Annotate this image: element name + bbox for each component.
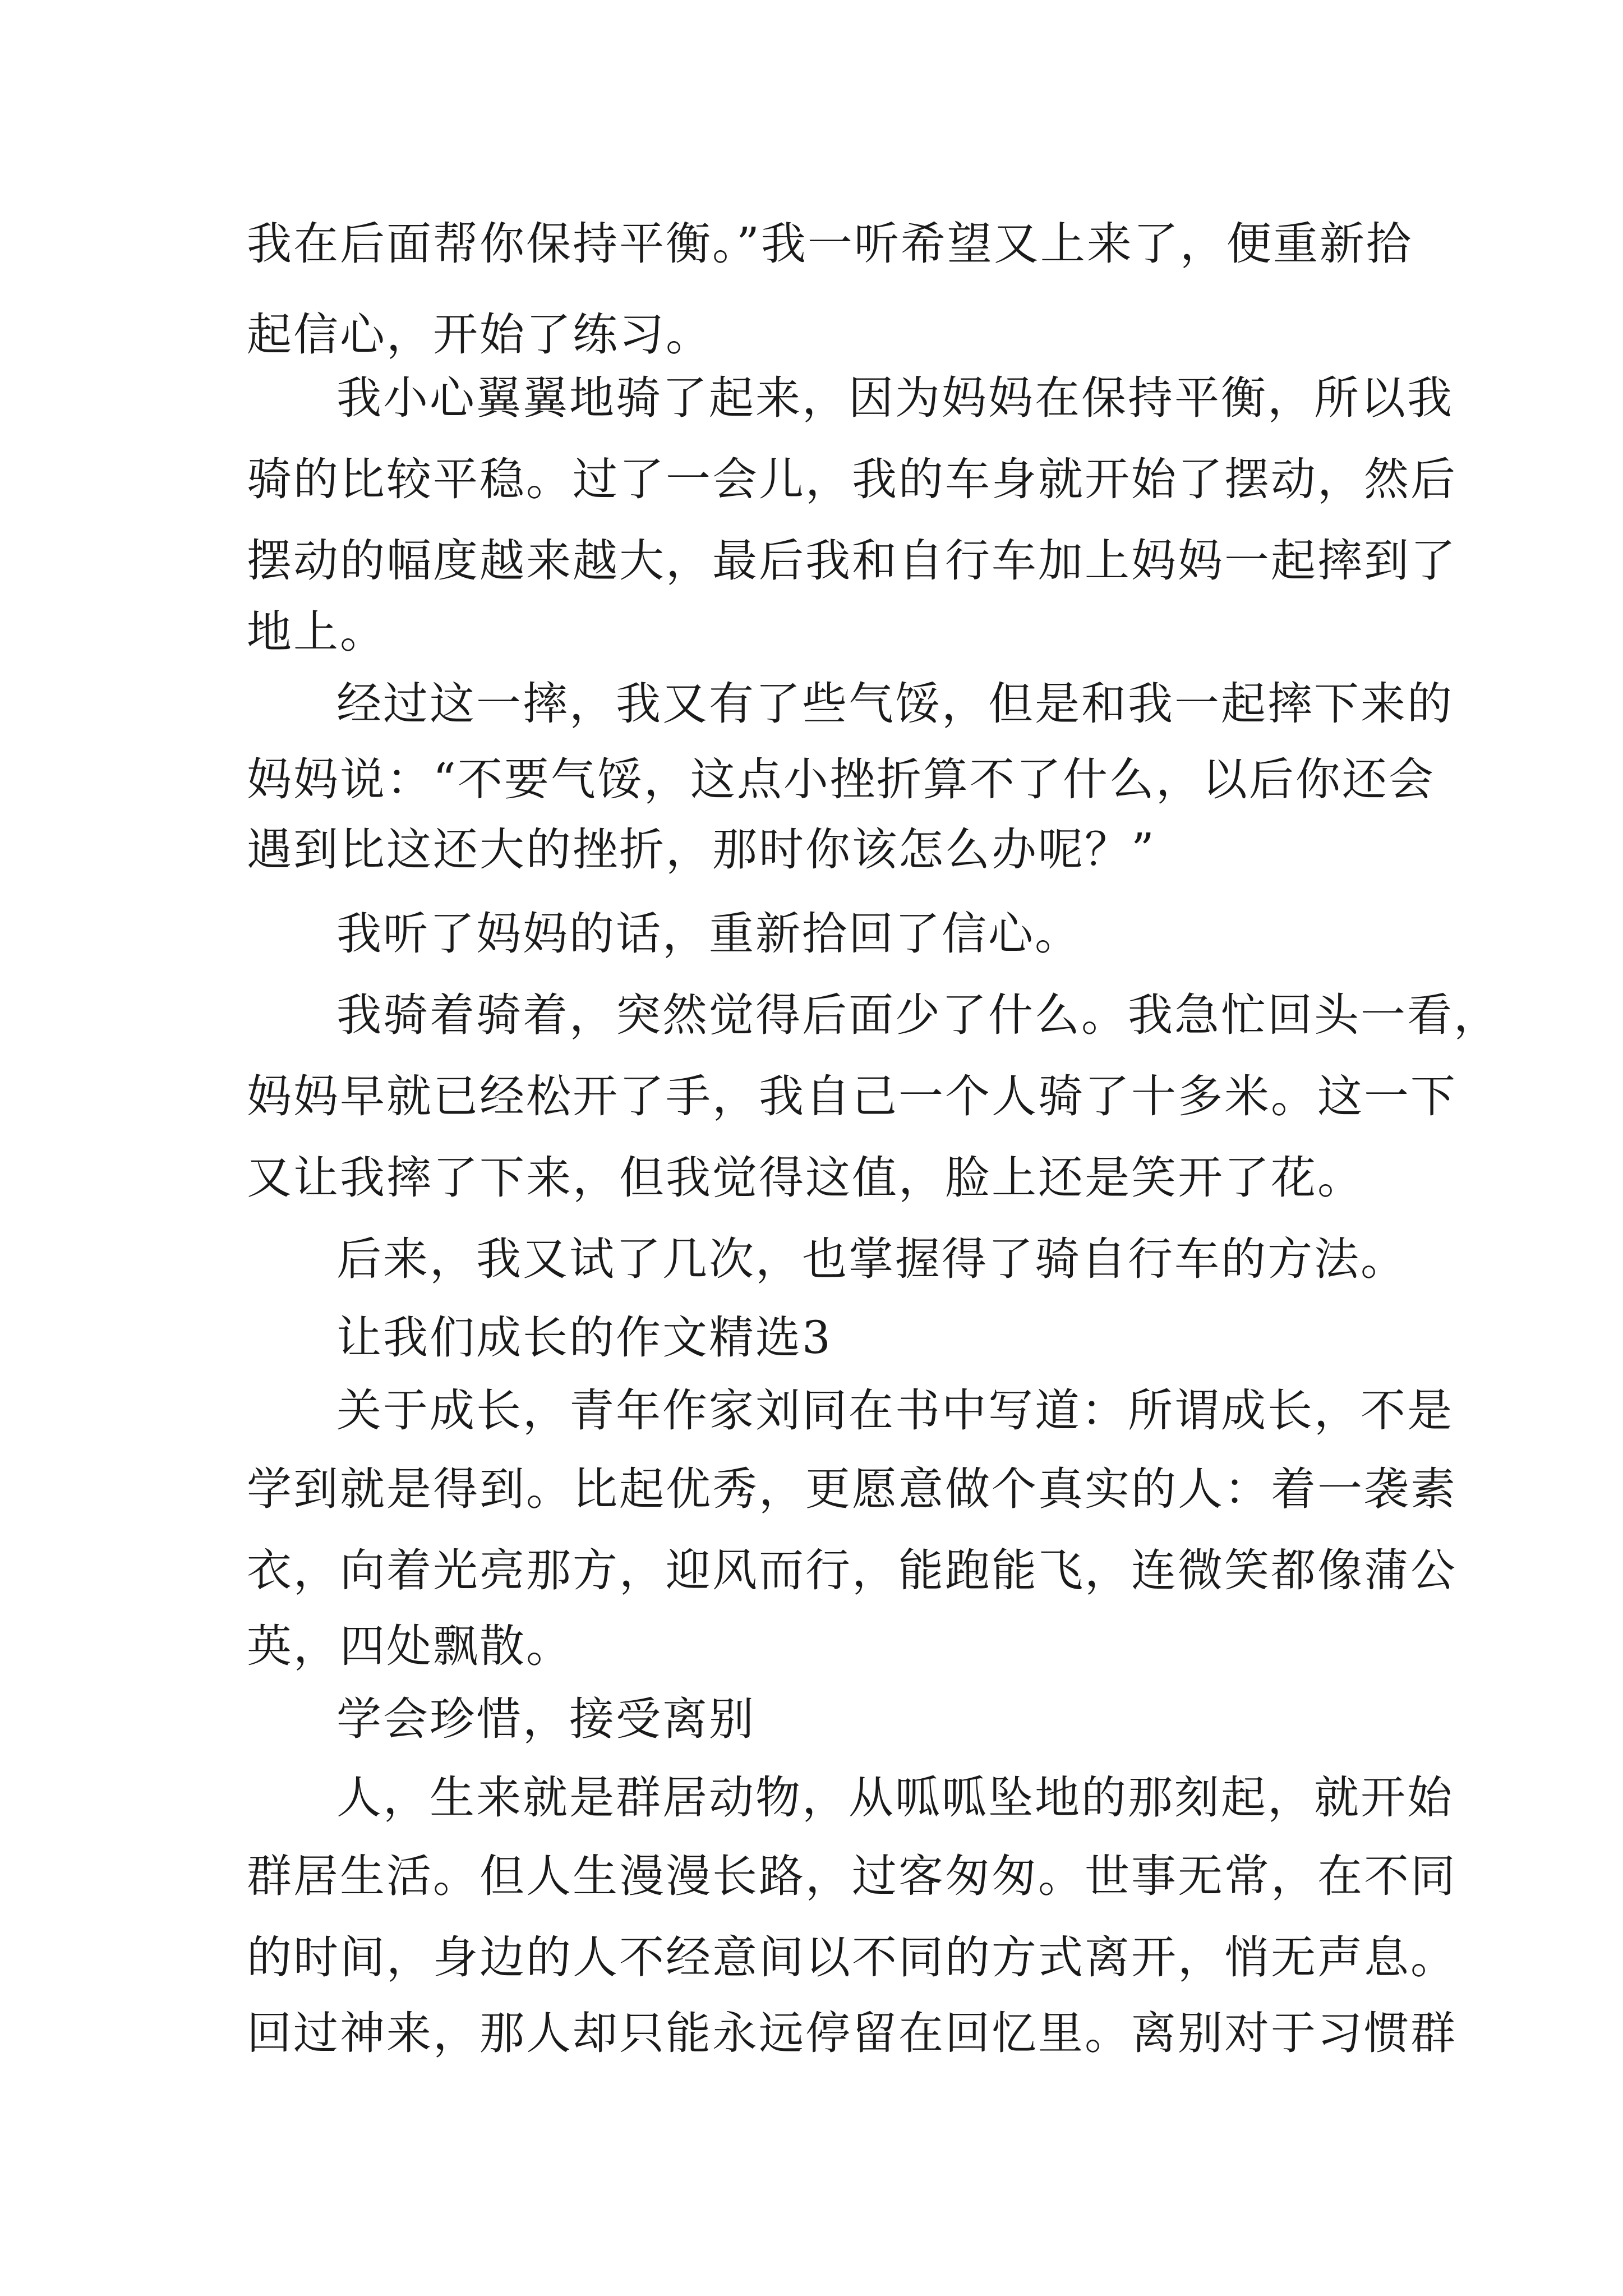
text-line: 妈妈早就已经松开了手，我自己一个人骑了十多米。这一下 <box>247 1070 1457 1122</box>
paragraph-start-line: 我骑着骑着，突然觉得后面少了什么。我急忙回头一看， <box>336 989 1500 1041</box>
text-line: 地上。 <box>247 606 386 658</box>
text-line: 妈妈说：“不要气馁，这点小挫折算不了什么，以后你还会 <box>247 753 1435 806</box>
paragraph-start-line: 后来，我又试了几次，也掌握得了骑自行车的方法。 <box>336 1233 1407 1285</box>
text-line: 又让我摔了下来，但我觉得这值，脸上还是笑开了花。 <box>247 1152 1364 1204</box>
text-line: 英，四处飘散。 <box>247 1620 573 1672</box>
text-line: 衣，向着光亮那方，迎风而行，能跑能飞，连微笑都像蒲公 <box>247 1544 1457 1596</box>
section-heading: 让我们成长的作文精选3 <box>336 1312 832 1364</box>
text-line: 摆动的幅度越来越大，最后我和自行车加上妈妈一起摔到了 <box>247 535 1457 587</box>
paragraph-start-line: 人，生来就是群居动物，从呱呱坠地的那刻起，就开始 <box>336 1772 1454 1824</box>
text-line: 我在后面帮你保持平衡。”我一听希望又上来了，便重新拾 <box>247 218 1413 270</box>
text-line: 的时间，身边的人不经意间以不同的方式离开，悄无声息。 <box>247 1931 1457 1984</box>
paragraph-start-line: 关于成长，青年作家刘同在书中写道：所谓成长，不是 <box>336 1384 1454 1437</box>
subheading: 学会珍惜，接受离别 <box>336 1693 755 1745</box>
paragraph-start-line: 我听了妈妈的话，重新拾回了信心。 <box>336 908 1081 960</box>
text-line: 学到就是得到。比起优秀，更愿意做个真实的人：着一袭素 <box>247 1463 1457 1515</box>
text-line: 起信心，开始了练习。 <box>247 309 712 361</box>
paragraph-start-line: 我小心翼翼地骑了起来，因为妈妈在保持平衡，所以我 <box>336 372 1454 424</box>
text-line: 回过神来，那人却只能永远停留在回忆里。离别对于习惯群 <box>247 2007 1457 2059</box>
text-line: 遇到比这还大的挫折，那时你该怎么办呢？” <box>247 823 1156 876</box>
text-line: 群居生活。但人生漫漫长路，过客匆匆。世事无常，在不同 <box>247 1850 1457 1902</box>
text-line: 骑的比较平稳。过了一会儿，我的车身就开始了摆动，然后 <box>247 453 1457 505</box>
paragraph-start-line: 经过这一摔，我又有了些气馁，但是和我一起摔下来的 <box>336 678 1454 730</box>
